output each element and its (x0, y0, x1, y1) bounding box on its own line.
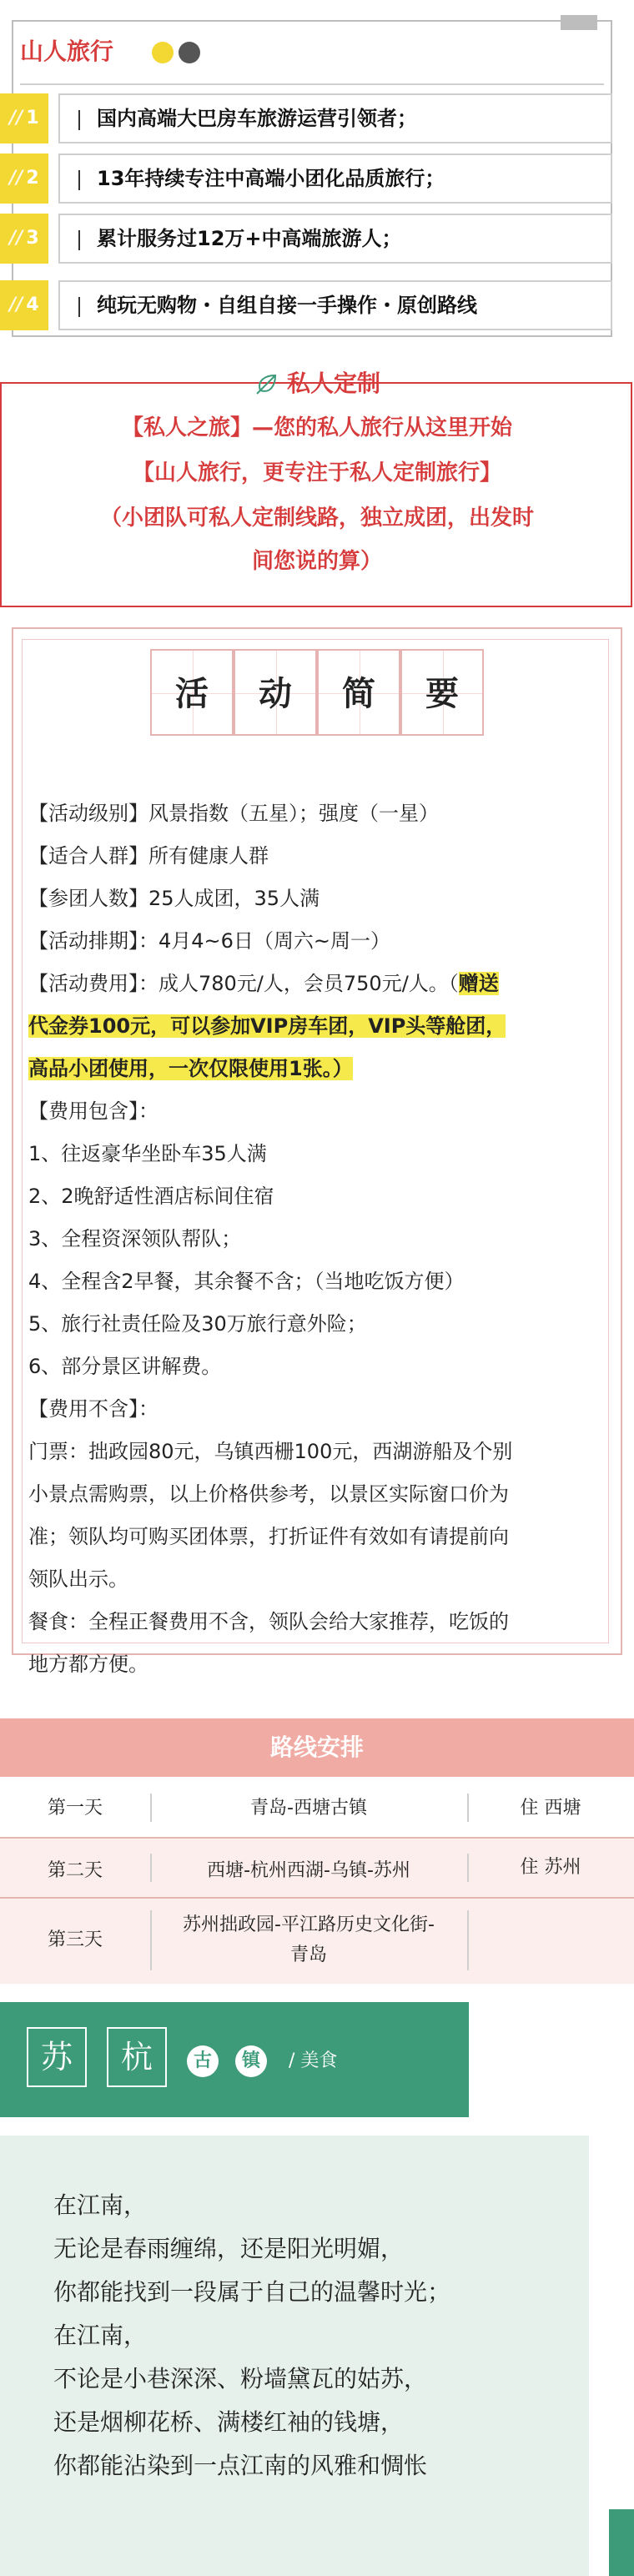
side-accent (609, 2509, 634, 2576)
heading-char: 要 (400, 649, 484, 736)
custom-line-2: 【山人旅行，更专注于私人定制旅行】 (132, 460, 501, 486)
include-item: 6、部分景区讲解费。 (28, 1355, 222, 1378)
feature-text: 纯玩无购物・自组自接一手操作・原创路线 (97, 294, 477, 317)
poem-line: 在江南， (53, 2191, 148, 2219)
poem-line: 无论是春雨缠绵，还是阳光明媚， (53, 2235, 405, 2262)
feature-item-1 (0, 93, 634, 143)
include-item: 1、往返豪华坐卧车35人满 (28, 1142, 267, 1165)
include-item: 3、全程资深领队帮队； (28, 1227, 242, 1250)
route-day: 第一天 (47, 1798, 103, 1819)
custom-line-1: 【私人之旅】—您的私人旅行从这里开始 (121, 415, 512, 440)
feature-text: 国内高端大巴房车旅游运营引领者； (97, 107, 417, 130)
poem-line: 你都能找到一段属于自己的温馨时光； (53, 2278, 451, 2306)
suhang-char-box: 苏 (27, 2027, 87, 2087)
activity-crowd: 【适合人群】所有健康人群 (28, 844, 269, 868)
feature-card (58, 153, 612, 204)
feature-card (58, 93, 612, 143)
poem-line: 你都能沾染到一点江南的风雅和惆怅 (53, 2452, 428, 2479)
feature-number: // 1 (0, 93, 48, 143)
include-item: 2、2晚舒适性酒店标间住宿 (28, 1185, 274, 1208)
exclude-item: 门票：拙政园80元，乌镇西栅100元，西湖游船及个别 (28, 1440, 513, 1463)
route-title: 路线安排 (0, 1718, 634, 1777)
route-stay: 住 西塘 (520, 1798, 581, 1819)
feature-item-3 (0, 214, 634, 264)
poem-text (53, 2184, 450, 2488)
activity-details (28, 792, 612, 1686)
poem-line: 在江南， (53, 2322, 148, 2349)
heading-char: 动 (234, 649, 317, 736)
route-col-sep (467, 1910, 469, 1970)
suhang-circle: 镇 (235, 2045, 267, 2077)
route-divider (0, 1837, 634, 1839)
feature-number: // 3 (0, 214, 48, 264)
poem-line: 不论是小巷深深、粉墙黛瓦的姑苏， (53, 2365, 428, 2392)
include-item: 5、旅行社责任险及30万旅行意外险； (28, 1312, 367, 1336)
exclude-item: 地方都方便。 (28, 1653, 148, 1676)
exclude-item: 领队出示。 (28, 1567, 128, 1591)
feature-item-2 (0, 153, 634, 204)
exclude-item: 准；领队均可购买团体票，打折证件有效如有请提前向 (28, 1525, 509, 1548)
route-path: 西塘-杭州西湖-乌镇-苏州 (207, 1860, 410, 1881)
route-day: 第三天 (47, 1929, 103, 1950)
feature-text: 累计服务过12万+中高端旅游人； (97, 227, 402, 250)
feature-card (58, 214, 612, 264)
route-stay: 住 苏州 (520, 1857, 581, 1878)
feature-card (58, 280, 612, 330)
route-path: 青岛-西塘古镇 (250, 1798, 367, 1819)
route-path-cont: 青岛 (289, 1945, 327, 1965)
feature-text: 13年持续专注中高端小团化品质旅行； (97, 167, 445, 190)
suhang-circle: 古 (187, 2045, 219, 2077)
feature-number: // 4 (0, 280, 48, 330)
activity-fee: 【活动费用】：成人780元/人，会员750元/人。（赠送 (28, 972, 499, 995)
exclude-item: 餐食：全程正餐费用不含，领队会给大家推荐，吃饭的 (28, 1610, 509, 1633)
custom-title: 私人定制 (0, 365, 634, 399)
feature-item-4 (0, 280, 634, 330)
route-divider (0, 1897, 634, 1899)
custom-line-3: （小团队可私人定制线路，独立成团，出发时 (99, 506, 534, 531)
activity-fee-highlight: 代金券100元，可以参加VIP房车团，VIP头等舱团， (28, 1014, 506, 1038)
feature-number: // 2 (0, 153, 48, 204)
include-title: 【费用包含】： (28, 1099, 158, 1123)
activity-schedule: 【活动排期】：4月4~6日（周六~周一） (28, 929, 391, 953)
yellow-dot-icon (152, 42, 174, 63)
custom-line-4: 间您说的算） (251, 549, 382, 574)
activity-fee-highlight: 高品小团使用，一次仅限使用1张。） (28, 1057, 353, 1080)
exclude-item: 小景点需购票，以上价格供参考，以景区实际窗口价为 (28, 1482, 509, 1506)
brand-title: 山人旅行 (20, 38, 114, 65)
exclude-title: 【费用不含】： (28, 1397, 158, 1421)
brand-divider (20, 83, 604, 85)
route-day: 第二天 (47, 1860, 103, 1881)
brand-tab-decoration (561, 15, 597, 30)
route-path: 苏州拙政园-平江路历史文化街- (183, 1914, 435, 1935)
leaf-icon (254, 372, 279, 397)
activity-heading (150, 649, 484, 736)
heading-char: 活 (150, 649, 234, 736)
suhang-char-box: 杭 (107, 2027, 167, 2087)
include-item: 4、全程含2早餐，其余餐不含；（当地吃饭方便） (28, 1270, 465, 1293)
heading-char: 简 (317, 649, 400, 736)
activity-level: 【活动级别】风景指数（五星）；强度（一星） (28, 802, 439, 825)
suhang-tag: / 美食 (289, 2050, 338, 2071)
activity-size: 【参团人数】25人成团，35人满 (28, 887, 320, 910)
gray-dot-icon (179, 42, 200, 63)
poem-line: 还是烟柳花桥、满楼红袖的钱塘， (53, 2408, 405, 2436)
